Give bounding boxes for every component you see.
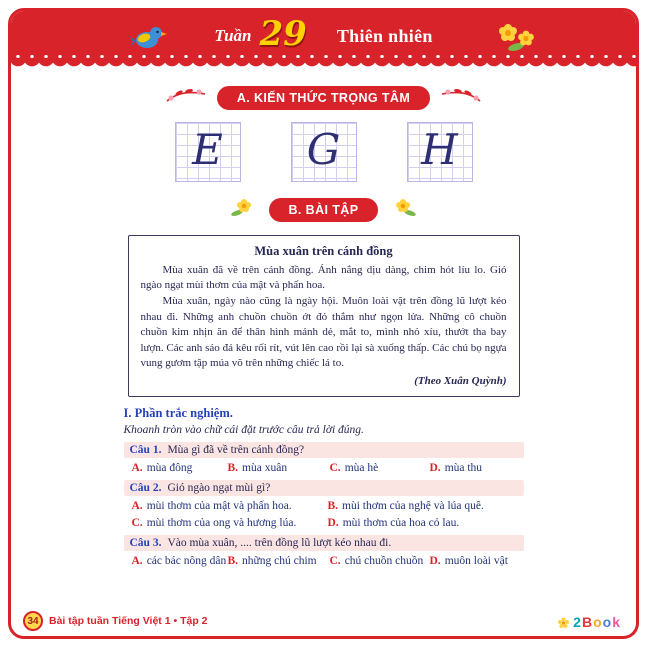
answer-option[interactable]: B. mùa xuân	[227, 461, 288, 474]
branch-decor-right-icon	[440, 85, 482, 110]
answer-option[interactable]: B. mùi thơm của nghệ và lúa quê.	[327, 499, 484, 512]
cursive-letter: E	[192, 125, 223, 174]
question-text: Mùa gì đã về trên cánh đồng?	[167, 443, 305, 456]
question-text: Gió ngào ngạt mùi gì?	[167, 481, 271, 494]
cursive-letter: G	[306, 125, 341, 174]
section-a-label: A. KIẾN THỨC TRỌNG TÂM	[217, 86, 430, 110]
reading-passage-box	[128, 235, 520, 397]
question-line	[124, 535, 524, 551]
answer-option[interactable]: C. mùa hè	[329, 461, 379, 474]
question-block-3	[124, 535, 524, 567]
passage-paragraph-2: Mùa xuân, ngày nào cũng là ngày hội. Muôn loài vật trên đồng lũ lượt kéo nhau đi. Những anh chuồn chuồn ớt đỏ thắm như ngọn lửa. Những cô chuồn chuồn kim nhịn ăn để thân hình mảnh dẻ, mắt to, mình nhỏ xíu, thướt tha bay lượn. Các anh sáo đá kêu rối rít, vút lên cao rồi lại sà xuống thấp. Các chú bọ ngựa vung gươm tập múa võ trên những chiếc lá to.	[140, 294, 507, 370]
quiz-section	[124, 406, 524, 567]
passage-paragraph-1: Mùa xuân đã về trên cánh đồng. Ánh nắng dịu dàng, chim hót líu lo. Gió ngào ngạt mùi thơm của mật và phấn hoa.	[140, 263, 507, 292]
quiz-instruction: Khoanh tròn vào chữ cái đặt trước câu trả lời đúng.	[123, 423, 364, 436]
bird-icon	[129, 23, 167, 58]
options-grid	[124, 500, 524, 529]
passage-attribution: (Theo Xuân Quỳnh)	[414, 375, 507, 388]
letter-grid-h	[407, 122, 473, 182]
week-number: 29	[259, 14, 307, 54]
question-line	[124, 480, 524, 496]
page-title: Thiên nhiên	[336, 25, 433, 46]
question-label: Câu 1.	[129, 443, 162, 456]
passage-title: Mùa xuân trên cánh đồng	[254, 244, 393, 258]
question-label: Câu 2.	[129, 481, 162, 494]
question-text: Vào mùa xuân, .... trên đồng lũ lượt kéo nhau đi.	[167, 536, 392, 549]
flowers-icon	[494, 19, 538, 60]
answer-option[interactable]: A. mùa đông	[131, 461, 193, 474]
section-b-label: B. BÀI TẬP	[269, 198, 379, 222]
page-footer	[23, 611, 208, 631]
answer-option[interactable]: D. muôn loài vật	[429, 554, 508, 567]
question-label: Câu 3.	[129, 536, 162, 549]
publisher-logo: 2 B o o k	[557, 614, 620, 630]
section-b-header	[11, 196, 636, 223]
answer-option[interactable]: B. những chú chim	[227, 554, 317, 567]
letter-practice-row	[11, 122, 636, 182]
scallop-edge	[11, 61, 636, 71]
branch-decor-left-icon	[165, 85, 207, 110]
flower-decor-right-icon	[388, 196, 418, 223]
answer-option[interactable]: A. các bác nông dân	[131, 554, 227, 567]
header-banner	[11, 11, 636, 61]
answer-option[interactable]: D. mùa thu	[429, 461, 483, 474]
options-row	[124, 555, 524, 567]
letter-grid-e	[175, 122, 241, 182]
cursive-letter: H	[421, 125, 458, 174]
week-label: Tuần	[214, 26, 252, 45]
worksheet-page	[8, 8, 639, 639]
flower-decor-left-icon	[229, 196, 259, 223]
letter-grid-g	[291, 122, 357, 182]
options-row	[124, 462, 524, 474]
answer-option[interactable]: C. mùi thơm của ong và hương lúa.	[131, 516, 297, 529]
question-line	[124, 442, 524, 458]
answer-option[interactable]: D. mùi thơm của hoa cỏ lau.	[327, 516, 460, 529]
page-number-badge: 34	[23, 611, 43, 631]
answer-option[interactable]: C. chú chuồn chuồn	[329, 554, 424, 567]
question-block-2	[124, 480, 524, 529]
question-block-1	[124, 442, 524, 474]
section-a-header	[11, 85, 636, 110]
logo-flower-icon	[557, 617, 570, 630]
quiz-part-title: I. Phần trắc nghiệm.	[123, 405, 233, 420]
book-title: Bài tập tuần Tiếng Việt 1 • Tập 2	[49, 615, 208, 627]
answer-option[interactable]: A. mùi thơm của mật và phấn hoa.	[131, 499, 292, 512]
